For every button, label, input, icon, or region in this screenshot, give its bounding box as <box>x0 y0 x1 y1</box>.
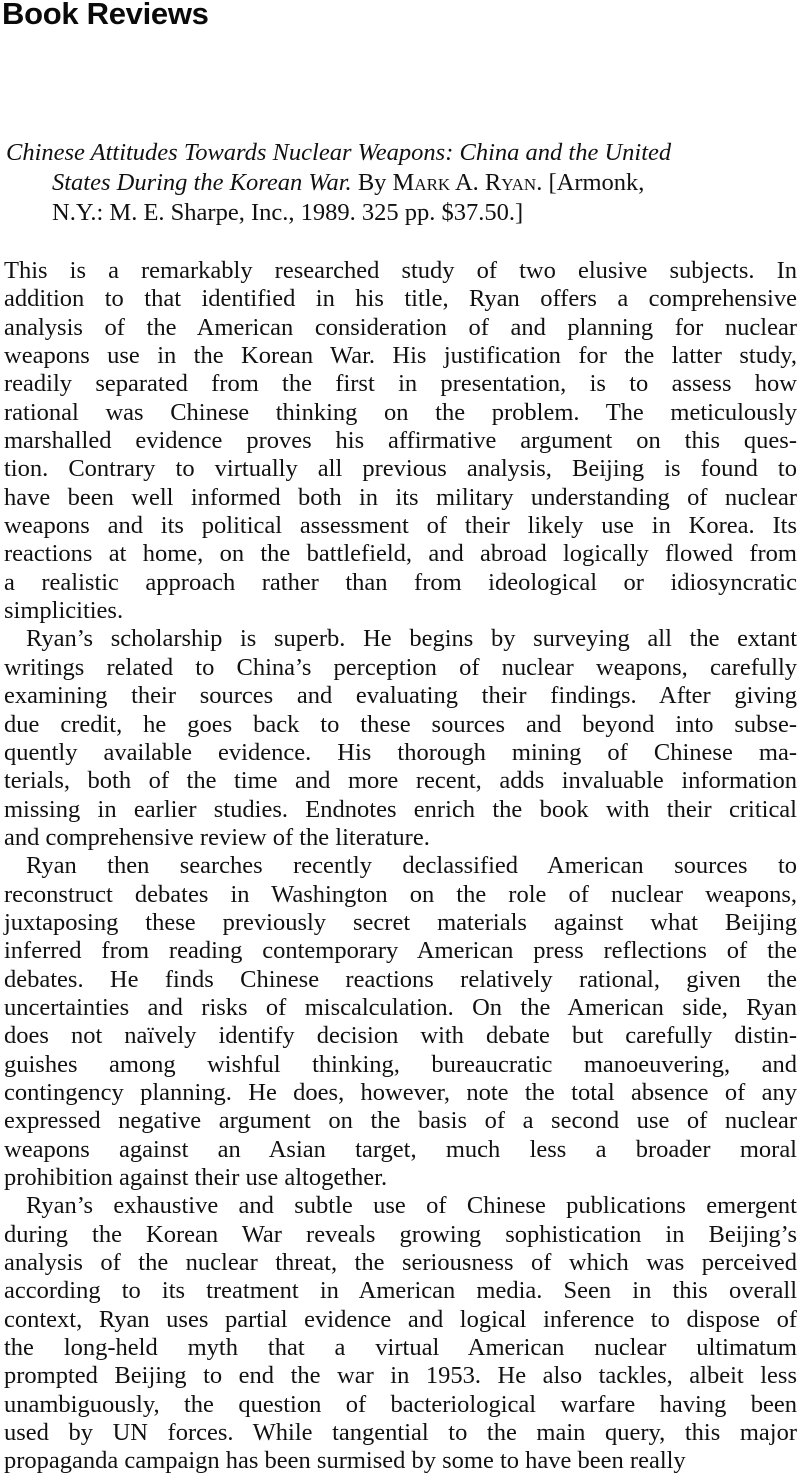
text-line: unambiguously, the question of bacteriological warfare having been <box>4 1390 797 1418</box>
review-paragraph <box>4 257 797 625</box>
review-paragraph <box>4 1192 797 1475</box>
text-line: debates. He finds Chinese reactions relatively rational, given the <box>4 965 797 993</box>
text-line: Ryan then searches recently declassified American sources to <box>26 852 797 880</box>
review-body <box>4 257 797 1476</box>
text-line: contingency planning. He does, however, note the total absence of any <box>4 1078 797 1106</box>
text-line: context, Ryan uses partial evidence and logical inference to dispose of <box>4 1305 797 1333</box>
text-line: the long-held myth that a virtual American nuclear ultimatum <box>4 1334 797 1362</box>
text-line: Ryan’s scholarship is superb. He begins by surveying all the extant <box>26 625 797 653</box>
book-title-line-2 <box>6 168 798 198</box>
text-line: This is a remarkably researched study of two elusive subjects. In <box>4 257 797 284</box>
publisher-start: [Armonk, <box>542 169 645 196</box>
text-line: uncertainties and risks of miscalculation. On the American side, Ryan <box>4 993 797 1021</box>
text-line: tion. Contrary to virtually all previous analysis, Beijing is found to <box>4 455 797 483</box>
review-paragraph <box>4 852 797 1192</box>
review-paragraph <box>4 625 797 852</box>
text-line: prohibition against their use altogether. <box>4 1164 388 1191</box>
text-line: inferred from reading contemporary American press reflections of the <box>4 937 797 965</box>
text-line: missing in earlier studies. Endnotes enrich the book with their critical <box>4 795 797 823</box>
text-line: addition to that identified in his title, Ryan offers a comprehensive <box>4 285 797 313</box>
text-line: propaganda campaign has been surmised by some to have been really <box>4 1447 686 1475</box>
by-label: By <box>351 169 393 196</box>
text-line: weapons and its political assessment of their likely use in Korea. Its <box>4 512 797 540</box>
publication-details: N.Y.: M. E. Sharpe, Inc., 1989. 325 pp. $37.50.] <box>52 199 524 226</box>
text-line: examining their sources and evaluating their findings. After giving <box>4 682 797 710</box>
section-heading: Book Reviews <box>2 0 209 31</box>
text-line: readily separated from the first in presentation, is to assess how <box>4 370 797 398</box>
text-line: Ryan’s exhaustive and subtle use of Chinese publications emergent <box>26 1192 797 1220</box>
text-line: expressed negative argument on the basis of a second use of nuclear <box>4 1107 797 1135</box>
text-line: have been well informed both in its military understanding of nuclear <box>4 483 797 511</box>
book-title-line-1: Chinese Attitudes Towards Nuclear Weapons: China and the United <box>6 139 672 166</box>
book-title-continued: States During the Korean War. <box>52 169 352 196</box>
text-line: guishes among wishful thinking, bureaucratic manoeuvering, and <box>4 1050 797 1078</box>
text-line: and comprehensive review of the literature. <box>4 823 430 851</box>
text-line: weapons use in the Korean War. His justification for the latter study, <box>4 342 797 370</box>
text-line: reactions at home, on the battlefield, and abroad logically flowed from <box>4 540 797 568</box>
text-line: reconstruct debates in Washington on the role of nuclear weapons, <box>4 880 797 908</box>
text-line: juxtaposing these previously secret materials against what Beijing <box>4 908 797 936</box>
text-line: simplicities. <box>4 597 124 625</box>
text-line: quently available evidence. His thorough mining of Chinese ma- <box>4 738 797 766</box>
text-line: marshalled evidence proves his affirmative argument on this ques- <box>4 427 797 455</box>
text-line: analysis of the nuclear threat, the seriousness of which was perceived <box>4 1249 797 1277</box>
text-line: terials, both of the time and more recent, adds invaluable information <box>4 767 797 795</box>
text-line: does not naïvely identify decision with debate but carefully distin- <box>4 1022 797 1050</box>
text-line: writings related to China’s perception of nuclear weapons, carefully <box>4 653 797 681</box>
book-author: Mark A. Ryan. <box>392 169 543 196</box>
book-citation <box>6 138 798 228</box>
text-line: rational was Chinese thinking on the problem. The meticulously <box>4 398 797 426</box>
text-line: prompted Beijing to end the war in 1953. He also tackles, albeit less <box>4 1362 797 1390</box>
text-line: weapons against an Asian target, much less a broader moral <box>4 1135 797 1163</box>
text-line: a realistic approach rather than from ideological or idiosyncratic <box>4 568 797 596</box>
text-line: during the Korean War reveals growing sophistication in Beijing’s <box>4 1220 797 1248</box>
text-line: according to its treatment in American media. Seen in this overall <box>4 1277 797 1305</box>
text-line: due credit, he goes back to these sources and beyond into subse- <box>4 710 797 738</box>
text-line: analysis of the American consideration of and planning for nuclear <box>4 313 797 341</box>
text-line: used by UN forces. While tangential to the main query, this major <box>4 1419 797 1447</box>
